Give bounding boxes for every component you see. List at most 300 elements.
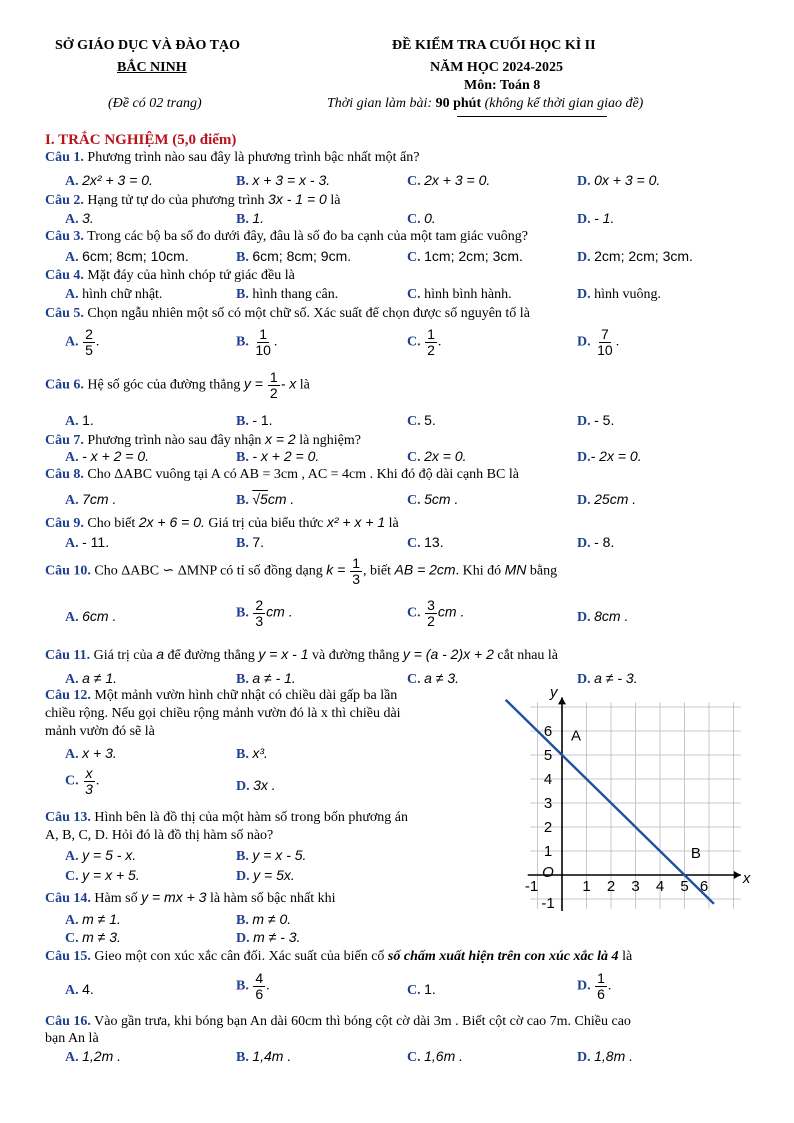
q13-option-a[interactable] [65, 847, 136, 865]
q15-label: Câu 15. [45, 949, 91, 964]
option-text: - 5. [594, 412, 615, 428]
numerator: 1 [597, 970, 605, 986]
option-letter: C. [407, 250, 421, 265]
option-letter: B. [236, 287, 249, 302]
q5-label: Câu 5. [45, 306, 84, 321]
q10-text-b: , biết [363, 563, 395, 579]
numerator: 1 [269, 369, 278, 385]
question-6 [45, 370, 310, 401]
fraction [350, 556, 362, 587]
q3-option-c[interactable] [407, 248, 523, 266]
q9-equation: 2x + 6 = 0. [138, 514, 205, 530]
option-letter: A. [65, 174, 79, 189]
q8-label: Câu 8. [45, 467, 84, 482]
option-letter: A. [65, 747, 79, 762]
denominator: 10 [255, 342, 271, 358]
option-text: 0x + 3 = 0. [594, 172, 661, 188]
q11-text: Giá trị của [90, 648, 157, 663]
x-tick-label: 1 [582, 878, 591, 895]
option-letter: B. [236, 747, 249, 762]
option-text: hình chữ nhật. [82, 287, 163, 302]
question-1 [45, 150, 420, 166]
q1-option-a[interactable] [65, 172, 153, 190]
y-tick-label: 4 [543, 771, 553, 788]
option-text: x + 3. [82, 745, 117, 761]
denominator: 3 [85, 781, 93, 797]
q16-option-a[interactable] [65, 1048, 121, 1066]
option-text: 1. [424, 981, 436, 997]
q1-option-d[interactable] [577, 172, 660, 190]
y-tick-label: 2 [543, 819, 553, 836]
q11-equation-2: y = (a - 2)x + 2 [402, 646, 494, 662]
denominator: 6 [597, 986, 605, 1002]
x-tick-label: 2 [606, 878, 616, 895]
denominator: 3 [255, 613, 264, 629]
q1-option-b[interactable] [236, 172, 330, 190]
option-letter: D. [577, 610, 591, 625]
q6-option-c[interactable] [407, 412, 436, 430]
q10-text-end: bằng [526, 563, 558, 579]
option-text: 3. [82, 210, 94, 226]
x-axis-arrow-icon [734, 871, 741, 879]
q9-option-b[interactable] [236, 534, 264, 552]
fraction [83, 327, 95, 358]
option-letter: D. [577, 1050, 591, 1065]
point-b-label: B [690, 845, 701, 863]
option-text: 7cm . [82, 491, 117, 507]
q8-option-d[interactable] [577, 491, 636, 509]
q3-label: Câu 3. [45, 229, 84, 244]
q9-expression: x² + x + 1 [326, 514, 386, 530]
x-tick-label: 4 [655, 878, 665, 895]
y-axis-label: y [550, 684, 558, 701]
q7-option-b[interactable] [236, 448, 319, 466]
option-letter: C. [407, 1050, 421, 1065]
option-letter: D. [577, 334, 591, 350]
question-3 [45, 229, 528, 245]
sqrt-value: √5 [252, 491, 268, 507]
q10-option-b[interactable] [236, 598, 293, 629]
q8-option-b[interactable] [236, 491, 294, 509]
option-letter: C. [407, 450, 421, 465]
option-letter: A. [65, 250, 79, 265]
q15-option-c[interactable] [407, 981, 436, 999]
q10-option-c[interactable] [407, 598, 464, 629]
option-letter: B. [236, 849, 249, 864]
q7-equation: x = 2 [264, 431, 296, 447]
option-text: x + 3 = x - 3. [252, 172, 331, 188]
fraction [425, 327, 437, 358]
time-value: 90 phút [435, 96, 482, 111]
fraction [595, 327, 615, 358]
option-text: 6cm . [82, 608, 117, 624]
option-text: - x + 2 = 0. [82, 448, 150, 464]
option-letter: B. [236, 1050, 249, 1065]
q15-text-end: là [618, 949, 633, 964]
q5-option-c[interactable]: C. $\frac{1}{2}$ . [407, 326, 442, 358]
q16-line-1: Vào gần trưa, khi bóng bạn An dài 60cm thì bóng cột cờ dài 3m . Biết cột cờ cao 7m. Chiều cao [90, 1014, 631, 1029]
question-5 [45, 306, 530, 322]
numerator: 2 [85, 326, 93, 342]
q11-option-b[interactable] [236, 670, 296, 688]
question-7 [45, 431, 361, 449]
subject-name: Môn: Toán 8 [464, 78, 541, 93]
option-letter: A. [65, 913, 79, 928]
option-text: y = x - 5. [252, 847, 307, 863]
q14-text-end: là hàm số bậc nhất khi [206, 891, 336, 906]
option-text: a ≠ - 3. [594, 670, 638, 686]
q14-option-d[interactable] [236, 929, 300, 947]
q12-option-a[interactable] [65, 745, 117, 763]
option-text: 1,6m . [424, 1048, 464, 1064]
time-note: (không kể thời gian giao đề) [481, 96, 644, 111]
q11-text-b: để đường thẳng [164, 648, 259, 663]
fraction [253, 598, 265, 629]
option-text: cm . [267, 491, 295, 507]
y-tick-label: 1 [543, 843, 553, 860]
q16-label: Câu 16. [45, 1014, 91, 1029]
q11-text-c: và đường thẳng [308, 648, 403, 663]
option-text: 2x² + 3 = 0. [82, 172, 153, 188]
q15-option-d[interactable]: D. $\frac{1}{6}$ . [577, 970, 612, 1002]
q3-text: Trong các bộ ba số đo dưới đây, đâu là số đo ba cạnh của một tam giác vuông? [83, 229, 529, 244]
option-letter: D. [577, 250, 591, 265]
option-text: a ≠ - 1. [252, 670, 296, 686]
option-text: 3x . [253, 777, 276, 793]
q3-option-b[interactable] [236, 248, 351, 266]
q11-option-c[interactable] [407, 670, 459, 688]
q4-option-c[interactable] [407, 287, 512, 303]
q15-text: Gieo một con xúc xắc cân đối. Xác suất của biến cố [90, 949, 388, 964]
option-letter: A. [65, 849, 79, 864]
q13-line-1: Hình bên là đồ thị của một hàm số trong bốn phương án [90, 810, 409, 825]
exam-title: ĐỀ KIỂM TRA CUỐI HỌC KÌ II [392, 38, 596, 53]
q10-label: Câu 10. [45, 563, 91, 579]
q2-label: Câu 2. [45, 193, 84, 208]
q16-line-2: bạn An là [45, 1031, 99, 1046]
option-text: 25cm . [594, 491, 637, 507]
q9-option-a[interactable] [65, 534, 109, 552]
option-letter: B. [236, 414, 249, 429]
option-letter: B. [236, 174, 249, 189]
option-text: 6cm; 8cm; 9cm. [252, 248, 352, 264]
q16-option-d[interactable] [577, 1048, 633, 1066]
q13-option-b[interactable] [236, 847, 306, 865]
fraction [268, 370, 280, 401]
denominator: 6 [255, 986, 264, 1002]
point-a-label: A [570, 727, 582, 745]
page-count-note: (Đề có 02 trang) [108, 96, 202, 111]
q2-option-b[interactable] [236, 210, 264, 228]
option-text: 6cm; 8cm; 10cm. [82, 248, 189, 264]
option-letter: A. [65, 610, 79, 625]
denominator: 3 [352, 571, 361, 587]
q9-option-c[interactable] [407, 534, 444, 552]
q2-option-a[interactable] [65, 210, 94, 228]
section-title: I. TRẮC NGHIỆM (5,0 điểm) [45, 132, 237, 148]
q1-option-c[interactable] [407, 172, 490, 190]
fraction [253, 971, 265, 1002]
option-text: 2x = 0. [424, 448, 467, 464]
option-letter: D. [236, 869, 250, 884]
option-text: - 1. [252, 412, 273, 428]
option-letter: C. [407, 334, 421, 350]
option-text: m ≠ 3. [82, 929, 121, 945]
y-tick-label: 5 [543, 747, 553, 764]
function-graph [480, 683, 751, 913]
q7-option-d[interactable] [577, 448, 642, 466]
option-text: 4. [82, 981, 94, 997]
q4-text: Mặt đáy của hình chóp tứ giác đều là [83, 268, 295, 283]
option-text: y = 5x. [253, 867, 295, 883]
q7-option-a[interactable] [65, 448, 149, 466]
q7-text-end: là nghiệm? [295, 433, 361, 448]
x-tick-label: 6 [699, 878, 709, 895]
numerator: 1 [259, 326, 268, 342]
q12-label: Câu 12. [45, 688, 91, 703]
q14-option-b[interactable] [236, 911, 291, 929]
q10-option-d[interactable] [577, 608, 628, 626]
q8-option-c[interactable] [407, 491, 458, 509]
option-text: 1. [82, 412, 94, 428]
q7-text: Phương trình nào sau đây nhận [83, 433, 265, 448]
q10-option-a[interactable] [65, 608, 116, 626]
question-12 [45, 688, 397, 704]
x-tick-label: -1 [524, 878, 539, 895]
option-text: hình bình hành. [424, 287, 512, 302]
option-letter: A. [65, 1050, 79, 1065]
option-letter: D. [577, 287, 591, 302]
q5-option-d[interactable]: D. $\frac{7}{10}$ . [577, 326, 620, 358]
q12-option-d[interactable] [236, 777, 276, 795]
q9-text: Cho biết [83, 516, 139, 531]
denominator: 5 [85, 342, 93, 358]
option-letter: D. [577, 450, 591, 465]
option-letter: A. [65, 212, 79, 227]
x-tick-label: 5 [680, 878, 689, 895]
y-axis-arrow-icon [558, 697, 566, 704]
q7-label: Câu 7. [45, 433, 84, 448]
q4-option-b[interactable] [236, 287, 338, 303]
question-16 [45, 1014, 631, 1030]
question-10 [45, 556, 557, 587]
option-letter: C. [407, 493, 421, 508]
q10-text: Cho ΔABC ∽ ΔMNP có tỉ số đồng dạng [90, 563, 327, 579]
question-14 [45, 889, 336, 907]
q13-option-d[interactable] [236, 867, 295, 885]
option-text: 5cm . [424, 491, 459, 507]
fraction [595, 971, 607, 1002]
option-letter: B. [236, 978, 249, 994]
question-9 [45, 514, 399, 532]
q1-label: Câu 1. [45, 150, 84, 165]
option-letter: C. [407, 605, 421, 621]
numerator: 4 [255, 970, 264, 986]
option-letter: A. [65, 493, 79, 508]
option-letter: C. [65, 773, 79, 789]
option-text: a ≠ 1. [82, 670, 118, 686]
option-letter: B. [236, 672, 249, 687]
option-letter: A. [65, 334, 79, 350]
x-tick-label: 3 [631, 878, 640, 895]
option-text: 1,8m . [594, 1048, 634, 1064]
q11-label: Câu 11. [45, 648, 91, 663]
option-text: m ≠ 0. [252, 911, 292, 927]
q12-option-c[interactable]: C. $\frac{x}{3}$ . [65, 765, 100, 797]
option-text: m ≠ 1. [82, 911, 121, 927]
option-letter: C. [407, 212, 421, 227]
numerator: 3 [427, 597, 435, 613]
option-letter: A. [65, 287, 79, 302]
option-letter: D. [577, 493, 591, 508]
q4-option-d[interactable] [577, 287, 661, 303]
q11-option-a[interactable] [65, 670, 117, 688]
q2-equation: 3x - 1 = 0 [268, 191, 327, 207]
question-4 [45, 268, 295, 284]
q2-text: Hạng tử tự do của phương trình [83, 193, 269, 208]
q14-option-c[interactable] [65, 929, 121, 947]
option-letter: D. [577, 212, 591, 227]
q2-option-d[interactable] [577, 210, 614, 228]
q6-option-a[interactable] [65, 412, 94, 430]
option-text: 13. [424, 534, 444, 550]
q6-label: Câu 6. [45, 377, 84, 393]
option-text: 2x + 3 = 0. [424, 172, 491, 188]
fraction [253, 327, 273, 358]
option-letter: B. [236, 450, 249, 465]
q16-option-c[interactable] [407, 1048, 463, 1066]
option-text: 0. [424, 210, 436, 226]
q6-eq-post: - x [280, 375, 297, 392]
q5-option-b[interactable]: B. $\frac{1}{10}$ . [236, 326, 278, 358]
q12-line-1: Một mảnh vườn hình chữ nhật có chiều dài gấp ba lần [90, 688, 398, 703]
origin-label: O [542, 864, 554, 881]
option-text: a ≠ 3. [424, 670, 460, 686]
q15-option-a[interactable] [65, 981, 94, 999]
q7-option-c[interactable] [407, 448, 467, 466]
option-text: - 8. [594, 534, 615, 550]
question-8 [45, 467, 519, 483]
option-letter: B. [236, 250, 249, 265]
q3-option-d[interactable] [577, 248, 693, 266]
q6-text: Hệ số góc của đường thẳng [83, 377, 244, 393]
question-13 [45, 810, 408, 826]
option-text: 1,2m . [82, 1048, 122, 1064]
option-text: 1. [252, 210, 265, 226]
option-text: - x + 2 = 0. [252, 448, 320, 464]
option-letter: D. [577, 536, 591, 551]
time-limit [327, 96, 643, 112]
q5-option-a[interactable]: A. $\frac{2}{5}$ . [65, 326, 100, 358]
option-text: y = 5 - x. [82, 847, 137, 863]
q10-text-c: . Khi đó [455, 563, 505, 579]
option-text: 1,4m . [252, 1048, 292, 1064]
q3-option-a[interactable] [65, 248, 189, 266]
q2-text-end: là [326, 193, 341, 208]
q9-option-d[interactable] [577, 534, 614, 552]
option-text: 5. [424, 412, 436, 428]
denominator: 2 [269, 385, 278, 401]
option-letter: C. [407, 414, 421, 429]
q15-option-b[interactable]: B. $\frac{4}{6}$ . [236, 970, 270, 1002]
q2-option-c[interactable] [407, 210, 436, 228]
q11-equation-1: y = x - 1 [258, 646, 309, 662]
q8-option-a[interactable] [65, 491, 116, 509]
header-divider [457, 116, 607, 117]
option-letter: B. [236, 334, 249, 350]
q14-option-a[interactable] [65, 911, 121, 929]
question-11 [45, 646, 558, 664]
denominator: 10 [597, 342, 613, 358]
numerator: x [85, 765, 93, 781]
q10-k: k = [326, 561, 350, 578]
q5-text: Chọn ngẫu nhiên một số có một chữ số. Xác suất để chọn được số nguyên tố là [83, 306, 530, 321]
q6-option-d[interactable] [577, 412, 614, 430]
option-text: x³. [252, 745, 268, 761]
time-label: Thời gian làm bài: [327, 96, 436, 111]
option-letter: C. [407, 287, 421, 302]
q10-equation: AB = 2cm [394, 561, 456, 578]
q13-option-c[interactable] [65, 867, 140, 885]
option-letter: A. [65, 414, 79, 429]
q12-option-b[interactable] [236, 745, 268, 763]
q4-option-a[interactable] [65, 287, 162, 303]
option-text: - 11. [82, 534, 110, 550]
q6-text-end: là [296, 377, 310, 393]
question-15 [45, 949, 632, 965]
q14-equation: y = mx + 3 [141, 889, 207, 905]
q10-mn: MN [504, 561, 527, 578]
option-letter: C. [407, 672, 421, 687]
q6-eq-pre: y = [243, 375, 267, 392]
y-tick-label: 6 [543, 723, 553, 740]
q16-option-b[interactable] [236, 1048, 291, 1066]
option-letter: C. [65, 931, 79, 946]
option-letter: B. [236, 913, 249, 928]
school-year: NĂM HỌC 2024-2025 [430, 60, 563, 75]
denominator: 2 [427, 613, 435, 629]
option-letter: D. [577, 414, 591, 429]
option-text: 2cm; 2cm; 3cm. [594, 248, 693, 264]
x-axis-label: x [742, 870, 751, 887]
province-name: BẮC NINH [117, 60, 187, 75]
option-text: - 1. [594, 210, 615, 226]
option-letter: D. [577, 978, 591, 994]
q13-line-2: A, B, C, D. Hỏi đó là đồ thị hàm số nào? [45, 828, 274, 843]
option-letter: A. [65, 450, 79, 465]
option-text: - 2x = 0. [590, 448, 642, 464]
option-letter: A. [65, 536, 79, 551]
option-text: 1cm; 2cm; 3cm. [424, 248, 523, 264]
option-letter: B. [236, 605, 249, 621]
option-text: hình thang cân. [252, 287, 339, 302]
q15-event: số chấm xuất hiện trên con xúc xắc là 4 [387, 949, 619, 964]
option-letter: C. [65, 869, 79, 884]
y-tick-label: 3 [543, 795, 553, 812]
q14-label: Câu 14. [45, 891, 91, 906]
q6-option-b[interactable] [236, 412, 273, 430]
option-text: 8cm . [594, 608, 629, 624]
option-letter: B. [236, 493, 249, 508]
denominator: 2 [427, 342, 435, 358]
graph-labels [525, 684, 751, 912]
q9-text-mid: Giá trị của biểu thức [204, 516, 327, 531]
option-letter: D. [577, 174, 591, 189]
fraction [83, 766, 95, 797]
q1-text: Phương trình nào sau đây là phương trình bậc nhất một ẩn? [83, 150, 420, 165]
option-letter: A. [65, 983, 79, 998]
q4-label: Câu 4. [45, 268, 84, 283]
